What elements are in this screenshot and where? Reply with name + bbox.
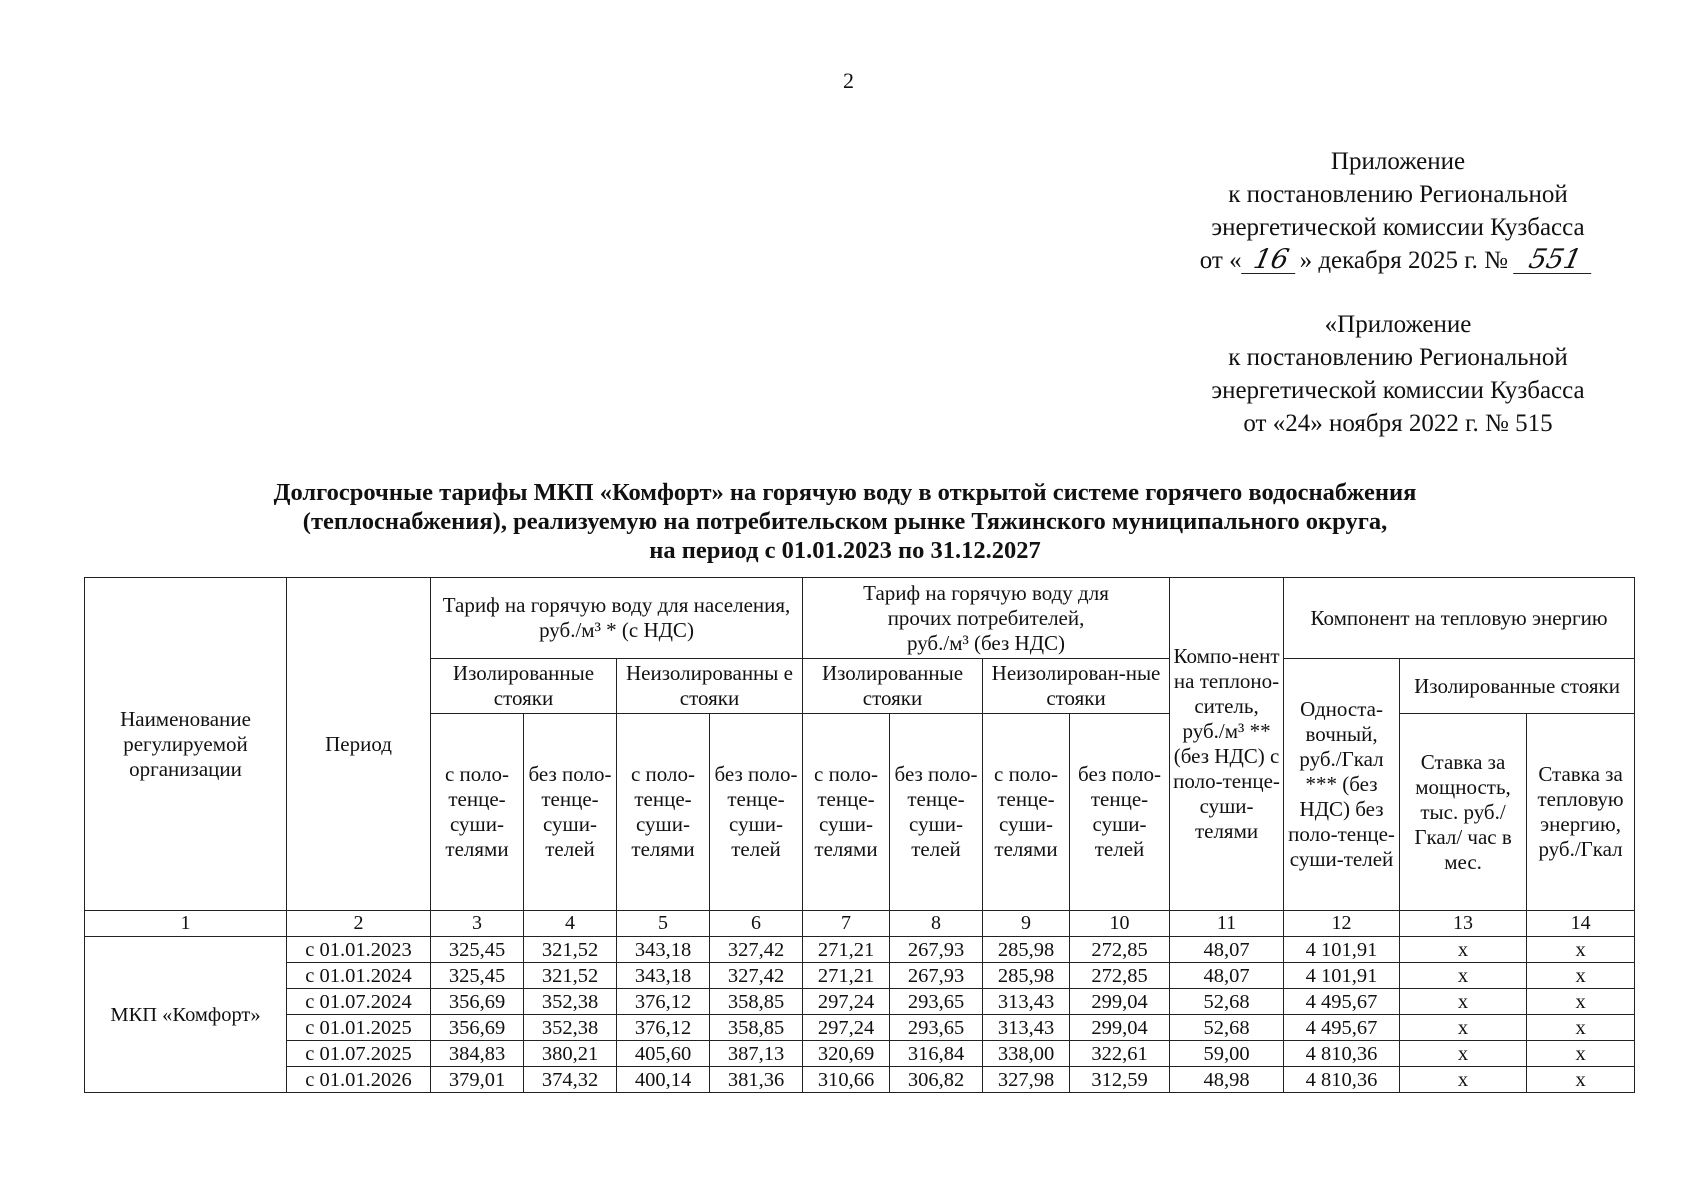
value-cell: 271,21 <box>803 937 890 963</box>
value-cell: 299,04 <box>1070 1015 1170 1041</box>
date-prefix: от « <box>1199 247 1242 274</box>
header-tariff-other-line: прочих потребителей, <box>887 605 1085 630</box>
header-tariff-population: Тариф на горячую воду для населения, руб./м³ * (с НДС) <box>431 578 803 659</box>
tariff-table <box>84 577 1635 1093</box>
column-number: 11 <box>1170 911 1284 937</box>
column-number: 3 <box>431 911 524 937</box>
column-number: 12 <box>1284 911 1400 937</box>
table-row <box>85 1015 1635 1041</box>
header-org: Наименование регулируемой организации <box>85 578 287 911</box>
header-without-towel: без поло-тенце-суши-телей <box>524 714 617 911</box>
title-line: Долгосрочные тарифы МКП «Комфорт» на горячую воду в открытой системе горячего водоснабжения <box>273 479 1417 506</box>
value-cell: 306,82 <box>890 1067 983 1093</box>
value-cell: x <box>1400 1015 1527 1041</box>
value-cell: x <box>1527 937 1635 963</box>
value-cell: 321,52 <box>524 963 617 989</box>
header-without-towel: без поло-тенце-суши-телей <box>710 714 803 911</box>
header-component-heat: Компонент на тепловую энергию <box>1284 578 1635 659</box>
value-cell: 352,38 <box>524 989 617 1015</box>
period-cell: с 01.01.2025 <box>287 1015 431 1041</box>
value-cell: 297,24 <box>803 1015 890 1041</box>
value-cell: 358,85 <box>710 989 803 1015</box>
value-cell: 325,45 <box>431 937 524 963</box>
value-cell: 327,42 <box>710 963 803 989</box>
value-cell: x <box>1527 1067 1635 1093</box>
value-cell: 272,85 <box>1070 937 1170 963</box>
header-with-towel: с поло-тенце-суши-телями <box>983 714 1070 911</box>
value-cell: 48,98 <box>1170 1067 1284 1093</box>
column-number: 10 <box>1070 911 1170 937</box>
header-with-towel: с поло-тенце-суши-телями <box>803 714 890 911</box>
value-cell: 379,01 <box>431 1067 524 1093</box>
value-cell: 297,24 <box>803 989 890 1015</box>
appendix-header-old <box>1168 308 1628 440</box>
column-number: 6 <box>710 911 803 937</box>
value-cell: x <box>1400 989 1527 1015</box>
value-cell: 267,93 <box>890 937 983 963</box>
value-cell: 400,14 <box>617 1067 710 1093</box>
value-cell: 320,69 <box>803 1041 890 1067</box>
value-cell: 271,21 <box>803 963 890 989</box>
period-cell: с 01.07.2024 <box>287 989 431 1015</box>
period-cell: с 01.01.2023 <box>287 937 431 963</box>
header-tariff-other-line: Тариф на горячую воду для <box>863 580 1109 605</box>
value-cell: 343,18 <box>617 937 710 963</box>
header-component-carrier: Компо-нент на теплоно-ситель, руб./м³ ** (без НДС) с поло-тенце-суши-телями <box>1170 578 1284 911</box>
column-number: 14 <box>1527 911 1635 937</box>
header-rate-heat: Ставка за тепловую энергию, руб./Гкал <box>1527 714 1635 911</box>
value-cell: 358,85 <box>710 1015 803 1041</box>
value-cell: 381,36 <box>710 1067 803 1093</box>
table-row <box>85 1067 1635 1093</box>
page-number: 2 <box>843 68 854 93</box>
column-number-row <box>85 911 1635 937</box>
table-row <box>85 963 1635 989</box>
value-cell: 376,12 <box>617 1015 710 1041</box>
value-cell: 293,65 <box>890 1015 983 1041</box>
value-cell: 384,83 <box>431 1041 524 1067</box>
value-cell: x <box>1527 1041 1635 1067</box>
value-cell: 376,12 <box>617 989 710 1015</box>
period-cell: с 01.07.2025 <box>287 1041 431 1067</box>
header-period: Период <box>287 578 431 911</box>
value-cell: 322,61 <box>1070 1041 1170 1067</box>
appendix-line: к постановлению Региональной <box>1228 181 1568 208</box>
value-cell: 59,00 <box>1170 1041 1284 1067</box>
value-cell: 321,52 <box>524 937 617 963</box>
column-number: 1 <box>85 911 287 937</box>
value-cell: 325,45 <box>431 963 524 989</box>
header-single-rate: Односта-вочный, руб./Гкал *** (без НДС) без поло-тенце-суши-телей <box>1284 659 1400 911</box>
value-cell: 387,13 <box>710 1041 803 1067</box>
value-cell: 356,69 <box>431 989 524 1015</box>
value-cell: 327,98 <box>983 1067 1070 1093</box>
column-number: 4 <box>524 911 617 937</box>
value-cell: x <box>1527 1015 1635 1041</box>
column-number: 13 <box>1400 911 1527 937</box>
handwritten-day: 16 <box>1241 247 1301 274</box>
value-cell: 4 810,36 <box>1284 1041 1400 1067</box>
value-cell: x <box>1400 963 1527 989</box>
header-uninsulated: Неизолированны е стояки <box>617 659 803 714</box>
value-cell: 338,00 <box>983 1041 1070 1067</box>
header-uninsulated: Неизолирован-ные стояки <box>983 659 1170 714</box>
table-row <box>85 937 1635 963</box>
value-cell: x <box>1527 963 1635 989</box>
header-insulated: Изолированные стояки <box>803 659 983 714</box>
value-cell: 52,68 <box>1170 989 1284 1015</box>
value-cell: 285,98 <box>983 963 1070 989</box>
table-row <box>85 1041 1635 1067</box>
column-number: 8 <box>890 911 983 937</box>
value-cell: x <box>1400 937 1527 963</box>
value-cell: 343,18 <box>617 963 710 989</box>
value-cell: 327,42 <box>710 937 803 963</box>
column-number: 7 <box>803 911 890 937</box>
header-without-towel: без поло-тенце-суши-телей <box>890 714 983 911</box>
header-with-towel: с поло-тенце-суши-телями <box>431 714 524 911</box>
value-cell: 293,65 <box>890 989 983 1015</box>
period-cell: с 01.01.2024 <box>287 963 431 989</box>
value-cell: 316,84 <box>890 1041 983 1067</box>
column-number: 5 <box>617 911 710 937</box>
appendix-header-new <box>1168 145 1628 277</box>
value-cell: 312,59 <box>1070 1067 1170 1093</box>
value-cell: 313,43 <box>983 989 1070 1015</box>
column-number: 9 <box>983 911 1070 937</box>
value-cell: 310,66 <box>803 1067 890 1093</box>
header-tariff-other <box>803 578 1170 659</box>
value-cell: 4 101,91 <box>1284 963 1400 989</box>
handwritten-number: 551 <box>1513 247 1597 274</box>
value-cell: 52,68 <box>1170 1015 1284 1041</box>
header-with-towel: с поло-тенце-суши-телями <box>617 714 710 911</box>
value-cell: 380,21 <box>524 1041 617 1067</box>
appendix-line: к постановлению Региональной <box>1228 344 1568 371</box>
appendix-line: «Приложение <box>1324 311 1472 338</box>
organization-name: МКП «Комфорт» <box>85 937 287 1093</box>
header-rate-capacity: Ставка за мощность, тыс. руб./ Гкал/ час в мес. <box>1400 714 1527 911</box>
value-cell: 405,60 <box>617 1041 710 1067</box>
value-cell: 4 101,91 <box>1284 937 1400 963</box>
value-cell: 48,07 <box>1170 937 1284 963</box>
header-insulated: Изолированные стояки <box>431 659 617 714</box>
value-cell: 374,32 <box>524 1067 617 1093</box>
table-row <box>85 989 1635 1015</box>
value-cell: 299,04 <box>1070 989 1170 1015</box>
value-cell: 4 495,67 <box>1284 1015 1400 1041</box>
appendix-line: энергетической комиссии Кузбасса <box>1211 214 1585 241</box>
value-cell: 267,93 <box>890 963 983 989</box>
value-cell: 285,98 <box>983 937 1070 963</box>
value-cell: x <box>1527 989 1635 1015</box>
value-cell: x <box>1400 1041 1527 1067</box>
value-cell: 352,38 <box>524 1015 617 1041</box>
value-cell: 4 810,36 <box>1284 1067 1400 1093</box>
appendix-line: энергетической комиссии Кузбасса <box>1211 377 1585 404</box>
header-insulated: Изолированные стояки <box>1400 659 1635 714</box>
header-tariff-other-line: руб./м³ (без НДС) <box>906 630 1066 655</box>
appendix-date-line <box>1168 244 1628 277</box>
header-without-towel: без поло-тенце-суши-телей <box>1070 714 1170 911</box>
title-line: на период с 01.01.2023 по 31.12.2027 <box>649 537 1041 564</box>
appendix-line: от «24» ноября 2022 г. № 515 <box>1243 410 1553 437</box>
title-line: (теплоснабжения), реализуемую на потребительском рынке Тяжинского муниципального округа, <box>302 508 1388 535</box>
period-cell: с 01.01.2026 <box>287 1067 431 1093</box>
value-cell: 4 495,67 <box>1284 989 1400 1015</box>
date-middle: » декабря 2025 г. № <box>1299 247 1509 274</box>
value-cell: x <box>1400 1067 1527 1093</box>
document-title <box>100 478 1590 565</box>
appendix-line: Приложение <box>1330 148 1466 175</box>
value-cell: 48,07 <box>1170 963 1284 989</box>
value-cell: 356,69 <box>431 1015 524 1041</box>
value-cell: 313,43 <box>983 1015 1070 1041</box>
column-number: 2 <box>287 911 431 937</box>
value-cell: 272,85 <box>1070 963 1170 989</box>
